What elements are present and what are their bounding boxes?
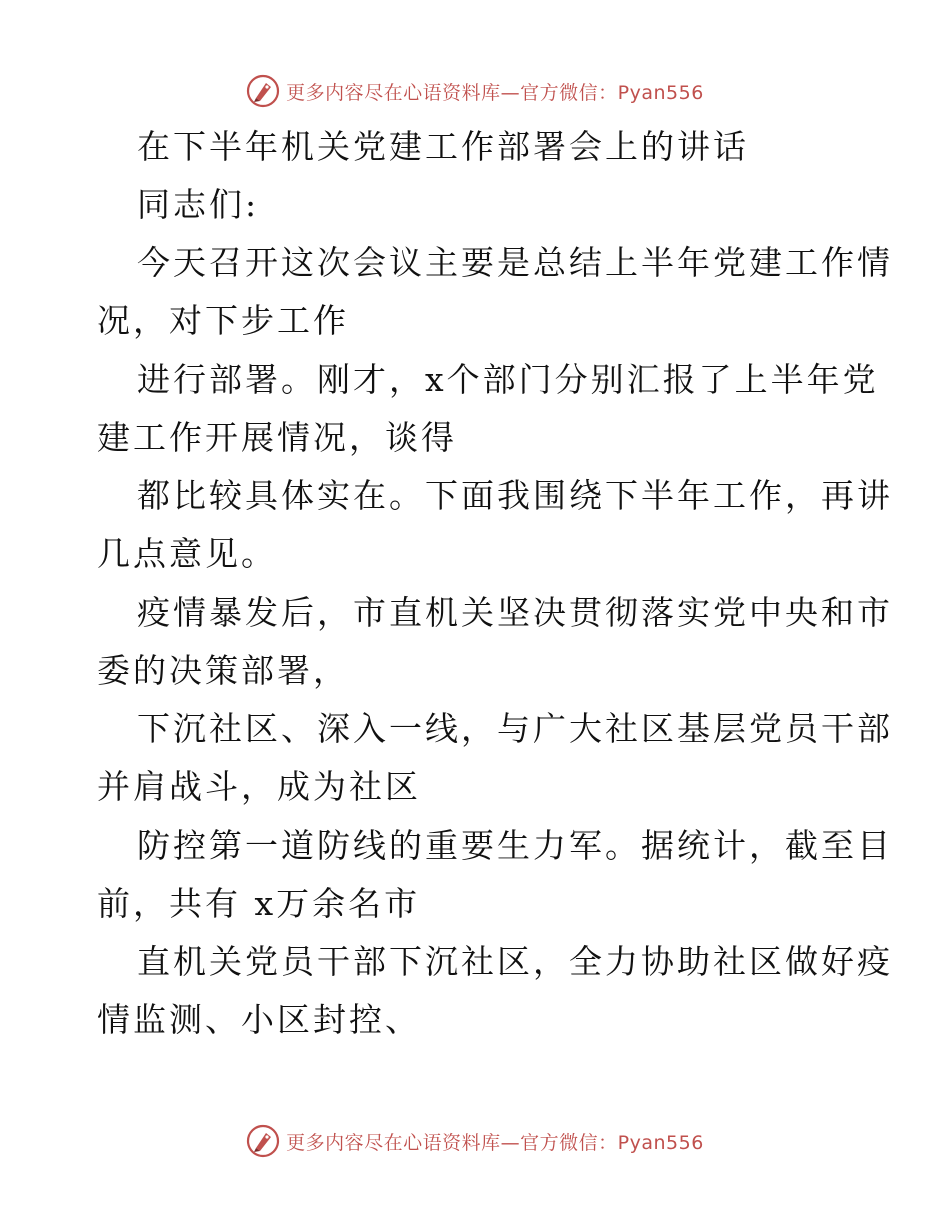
paragraph-line: 进行部署。刚才，x个部门分别汇报了上半年党 bbox=[137, 360, 879, 399]
paragraph-line: 前，共有 x万余名市 bbox=[97, 884, 421, 923]
document-title: 在下半年机关党建工作部署会上的讲话 bbox=[137, 127, 749, 166]
paragraph-line: 建工作开展情况，谈得 bbox=[97, 418, 457, 457]
pen-nib-logo-icon bbox=[246, 1124, 280, 1158]
paragraph-line: 防控第一道防线的重要生力军。据统计，截至目 bbox=[137, 826, 893, 865]
paragraph-line: 直机关党员干部下沉社区，全力协助社区做好疫 bbox=[137, 942, 893, 981]
paragraph-line: 下沉社区、深入一线，与广大社区基层党员干部 bbox=[137, 709, 893, 748]
paragraph-line: 并肩战斗，成为社区 bbox=[97, 767, 421, 806]
pen-nib-logo-icon bbox=[246, 74, 280, 108]
header-banner-content bbox=[246, 74, 704, 108]
document-salutation: 同志们: bbox=[137, 185, 260, 224]
paragraph-line: 几点意见。 bbox=[97, 534, 277, 573]
footer-banner-content bbox=[246, 1124, 704, 1158]
footer-banner-text: 更多内容尽在心语资料库—官方微信：Pyan556 bbox=[286, 1131, 704, 1154]
header-banner bbox=[0, 71, 950, 111]
footer-banner bbox=[0, 1121, 950, 1161]
paragraph-line: 今天召开这次会议主要是总结上半年党建工作情 bbox=[137, 243, 893, 282]
paragraph-line: 况，对下步工作 bbox=[97, 301, 349, 340]
paragraph-line: 都比较具体实在。下面我围绕下半年工作，再讲 bbox=[137, 476, 893, 515]
paragraph-line: 委的决策部署， bbox=[97, 651, 349, 690]
header-banner-text: 更多内容尽在心语资料库—官方微信：Pyan556 bbox=[286, 81, 704, 104]
paragraph-line: 情监测、小区封控、 bbox=[97, 1000, 421, 1039]
paragraph-line: 疫情暴发后，市直机关坚决贯彻落实党中央和市 bbox=[137, 593, 893, 632]
